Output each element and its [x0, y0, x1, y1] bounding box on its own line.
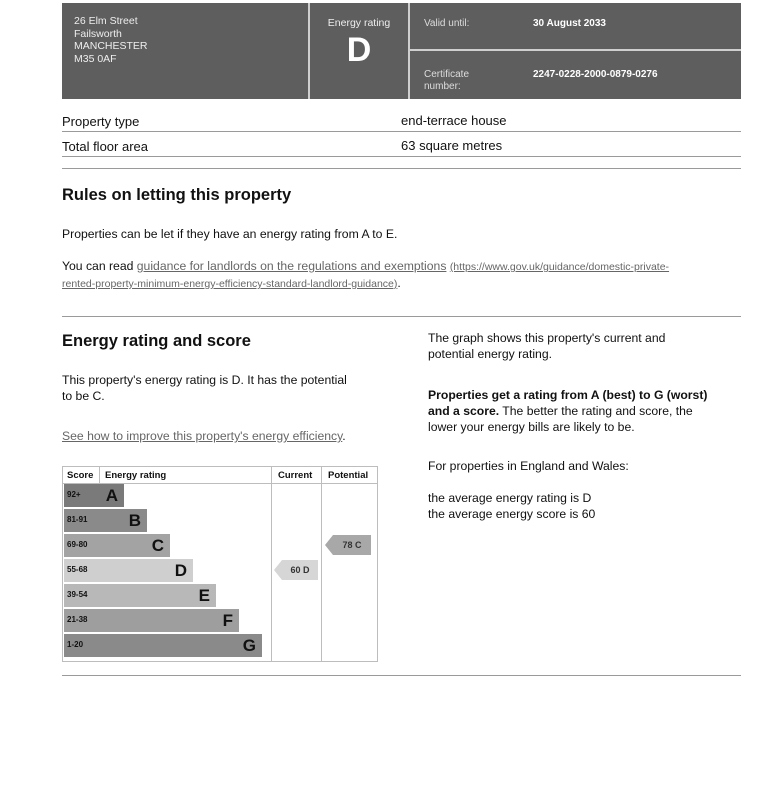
- certificate-label-line: Certificate: [424, 69, 470, 80]
- improve-suffix: .: [342, 429, 346, 443]
- graph-divider: [99, 467, 100, 483]
- rating-summary-line: This property's energy rating is D. It has the potential: [62, 373, 347, 387]
- divider: [410, 49, 741, 51]
- band-score-range: 55-68: [67, 565, 88, 574]
- rating-band-b: [64, 509, 147, 532]
- rating-band-e: [64, 584, 216, 607]
- band-score-range: 21-38: [67, 615, 88, 624]
- rating-band-a: [64, 484, 124, 507]
- band-score-range: 69-80: [67, 540, 88, 549]
- band-letter: G: [242, 636, 256, 655]
- rating-band-f: [64, 609, 239, 632]
- graph-divider: [321, 467, 322, 661]
- guidance-url[interactable]: (https://www.gov.uk/guidance/domestic-private-: [449, 261, 670, 273]
- property-type-value: end-terrace house: [401, 113, 507, 128]
- guidance-url[interactable]: rented-property-minimum-energy-efficiency-standard-landlord-guidance): [62, 278, 398, 290]
- letting-rules-heading: Rules on letting this property: [62, 186, 292, 204]
- band-letter: F: [222, 611, 233, 630]
- section-divider: [62, 168, 741, 169]
- section-divider: [62, 316, 741, 317]
- rating-band-d: [64, 559, 193, 582]
- floor-area-label: Total floor area: [62, 139, 148, 154]
- graph-header-score: Score: [67, 470, 94, 481]
- band-letter: E: [198, 586, 210, 605]
- landlord-guidance-paragraph: [62, 258, 742, 292]
- guidance-prefix: You can read: [62, 259, 137, 273]
- valid-until-label: Valid until:: [424, 18, 470, 29]
- address-line: 26 Elm Street: [74, 15, 138, 27]
- letting-rules-text: Properties can be let if they have an energy rating from A to E.: [62, 227, 398, 241]
- band-letter: C: [151, 536, 164, 555]
- region-text: For properties in England and Wales:: [428, 459, 629, 473]
- certificate-number-value: 2247-0228-2000-0879-0276: [533, 69, 658, 80]
- improve-efficiency-link[interactable]: See how to improve this property's energy efficiency: [62, 429, 343, 443]
- address-line: Failsworth: [74, 27, 122, 40]
- floor-area-value: 63 square metres: [401, 138, 503, 153]
- average-score: the average energy score is 60: [428, 507, 596, 521]
- energy-rating-label: Energy rating: [327, 17, 391, 29]
- certificate-label-line: number:: [424, 81, 461, 92]
- improve-paragraph: [62, 428, 346, 444]
- certificate-number-label: [424, 69, 469, 93]
- explanation-line: Properties get a rating from A (best) to G (worst): [428, 388, 708, 402]
- graph-explanation: [428, 330, 665, 362]
- row-divider: [62, 131, 741, 132]
- band-score-range: 81-91: [67, 515, 88, 524]
- explanation-line: The graph shows this property's current and: [428, 331, 666, 345]
- graph-header-potential: Potential: [328, 470, 369, 481]
- potential-rating-arrow: 78 C: [325, 535, 371, 555]
- property-type-label: Property type: [62, 114, 140, 129]
- explanation-rest: The better the rating and score, the: [499, 404, 693, 418]
- energy-rating-graph: [62, 466, 378, 662]
- rating-summary: [62, 372, 347, 404]
- average-values: [428, 490, 595, 522]
- energy-rating-value: D: [346, 31, 372, 69]
- property-address: [74, 15, 148, 65]
- band-letter: A: [105, 486, 118, 505]
- certificate-header: [62, 3, 741, 99]
- band-score-range: 92+: [67, 490, 81, 499]
- graph-header-current: Current: [278, 470, 313, 481]
- explanation-line: lower your energy bills are likely to be.: [428, 420, 635, 434]
- explanation-line: potential energy rating.: [428, 347, 552, 361]
- current-rating-arrow: 60 D: [274, 560, 318, 580]
- divider: [408, 3, 410, 99]
- guidance-suffix: .: [397, 276, 401, 290]
- band-letter: B: [128, 511, 141, 530]
- graph-divider: [271, 467, 272, 661]
- band-score-range: 39-54: [67, 590, 88, 599]
- address-line: M35 0AF: [74, 52, 117, 65]
- explanation-bold: and a score.: [428, 404, 500, 418]
- rating-band-g: [64, 634, 262, 657]
- average-rating: the average energy rating is D: [428, 491, 592, 505]
- address-line: MANCHESTER: [74, 40, 148, 52]
- band-score-range: 1-20: [67, 640, 84, 649]
- band-letter: D: [174, 561, 187, 580]
- row-divider: [62, 156, 741, 157]
- section-divider: [62, 675, 741, 676]
- landlord-guidance-link[interactable]: guidance for landlords on the regulations and exemptions: [136, 259, 447, 273]
- explanation-line: [428, 403, 707, 419]
- rating-scale-explanation: [428, 387, 707, 435]
- valid-until-value: 30 August 2033: [533, 18, 606, 29]
- energy-rating-heading: Energy rating and score: [62, 332, 251, 350]
- rating-band-c: [64, 534, 170, 557]
- graph-header-rating: Energy rating: [105, 470, 167, 481]
- rating-summary-line: to be C.: [62, 389, 105, 403]
